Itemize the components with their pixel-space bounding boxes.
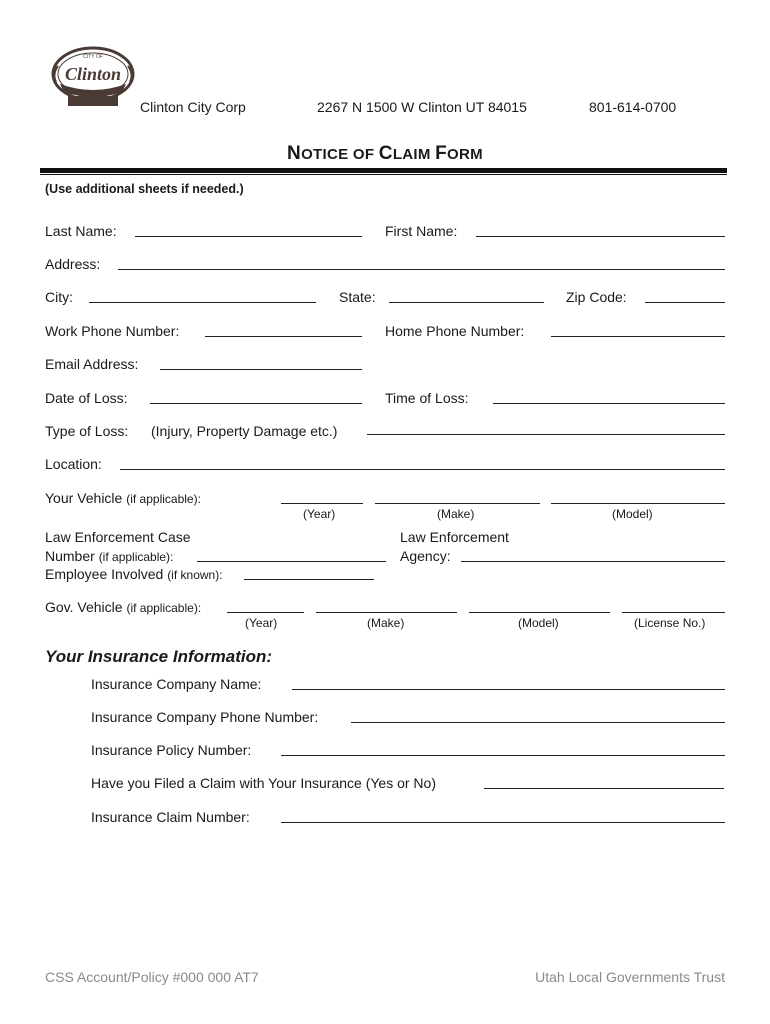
your-vehicle-year-field[interactable]	[281, 503, 363, 504]
le-agency-label-line1: Law Enforcement	[400, 529, 509, 545]
org-phone: 801-614-0700	[589, 99, 677, 115]
le-case-label-line1: Law Enforcement Case	[45, 529, 191, 545]
your-vehicle-label: Your Vehicle (if applicable):	[45, 490, 201, 506]
le-case-label-line2: Number (if applicable):	[45, 548, 174, 564]
le-agency-field[interactable]	[461, 561, 725, 562]
title-rule-thin	[40, 174, 727, 175]
your-vehicle-model-caption: (Model)	[612, 507, 653, 521]
email-label: Email Address:	[45, 356, 139, 372]
insurance-policy-number-field[interactable]	[281, 755, 725, 756]
date-of-loss-label: Date of Loss:	[45, 390, 128, 406]
last-name-field[interactable]	[135, 236, 362, 237]
logo-wordmark: Clinton	[64, 64, 122, 84]
gov-vehicle-label: Gov. Vehicle (if applicable):	[45, 599, 202, 615]
footer-trust-name: Utah Local Governments Trust	[535, 969, 725, 985]
org-address: 2267 N 1500 W Clinton UT 84015	[317, 99, 527, 115]
form-title: NOTICE OF CLAIM FORM	[287, 143, 483, 164]
location-label: Location:	[45, 456, 102, 472]
type-of-loss-field[interactable]	[367, 434, 725, 435]
type-of-loss-label: Type of Loss:	[45, 423, 129, 439]
work-phone-field[interactable]	[205, 336, 362, 337]
city-label: City:	[45, 289, 73, 305]
clinton-city-logo	[48, 44, 138, 110]
gov-vehicle-model-field[interactable]	[469, 612, 610, 613]
first-name-label: First Name:	[385, 223, 458, 239]
insurance-company-phone-label: Insurance Company Phone Number:	[91, 709, 319, 725]
org-name: Clinton City Corp	[140, 99, 246, 115]
gov-vehicle-year-caption: (Year)	[245, 616, 278, 630]
your-vehicle-make-field[interactable]	[375, 503, 540, 504]
filed-claim-label: Have you Filed a Claim with Your Insurance (Yes or No)	[91, 775, 436, 791]
your-vehicle-year-caption: (Year)	[303, 507, 336, 521]
work-phone-label: Work Phone Number:	[45, 323, 180, 339]
title-rule-thick	[40, 168, 727, 173]
time-of-loss-field[interactable]	[493, 403, 725, 404]
state-label: State:	[339, 289, 376, 305]
employee-involved-label: Employee Involved (if known):	[45, 566, 223, 582]
home-phone-field[interactable]	[551, 336, 725, 337]
gov-vehicle-make-field[interactable]	[316, 612, 457, 613]
date-of-loss-field[interactable]	[150, 403, 362, 404]
le-case-number-field[interactable]	[197, 561, 386, 562]
last-name-label: Last Name:	[45, 223, 117, 239]
state-field[interactable]	[389, 302, 544, 303]
address-label: Address:	[45, 256, 101, 272]
location-field[interactable]	[120, 469, 725, 470]
home-phone-label: Home Phone Number:	[385, 323, 525, 339]
gov-vehicle-model-caption: (Model)	[518, 616, 559, 630]
type-of-loss-hint: (Injury, Property Damage etc.)	[151, 423, 338, 439]
footer-account-policy: CSS Account/Policy #000 000 AT7	[45, 969, 259, 985]
address-field[interactable]	[118, 269, 725, 270]
insurance-claim-number-field[interactable]	[281, 822, 725, 823]
insurance-company-phone-field[interactable]	[351, 722, 725, 723]
zip-field[interactable]	[645, 302, 725, 303]
gov-vehicle-license-field[interactable]	[622, 612, 725, 613]
zip-label: Zip Code:	[566, 289, 627, 305]
time-of-loss-label: Time of Loss:	[385, 390, 469, 406]
insurance-claim-number-label: Insurance Claim Number:	[91, 809, 250, 825]
city-field[interactable]	[89, 302, 316, 303]
logo-ring-text: CITY OF	[83, 54, 103, 60]
additional-sheets-note: (Use additional sheets if needed.)	[45, 182, 244, 196]
first-name-field[interactable]	[476, 236, 725, 237]
gov-vehicle-make-caption: (Make)	[367, 616, 405, 630]
le-agency-label-line2: Agency:	[400, 548, 451, 564]
your-vehicle-make-caption: (Make)	[437, 507, 475, 521]
insurance-policy-number-label: Insurance Policy Number:	[91, 742, 252, 758]
your-vehicle-model-field[interactable]	[551, 503, 725, 504]
insurance-company-name-field[interactable]	[292, 689, 725, 690]
gov-vehicle-license-caption: (License No.)	[634, 616, 706, 630]
filed-claim-field[interactable]	[484, 788, 724, 789]
insurance-company-name-label: Insurance Company Name:	[91, 676, 262, 692]
insurance-heading: Your Insurance Information:	[45, 647, 273, 666]
email-field[interactable]	[160, 369, 362, 370]
employee-involved-field[interactable]	[244, 579, 374, 580]
gov-vehicle-year-field[interactable]	[227, 612, 304, 613]
